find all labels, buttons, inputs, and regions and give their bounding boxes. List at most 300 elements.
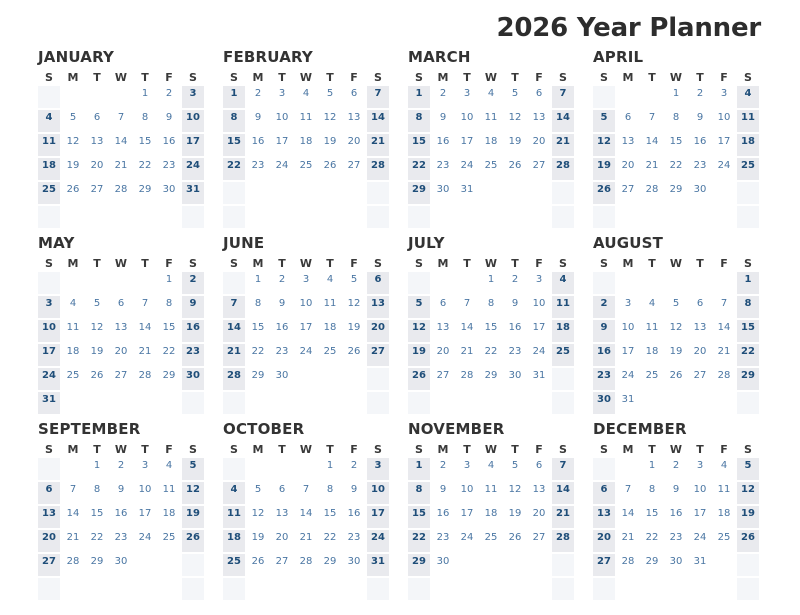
week-row [38,296,204,318]
day-cell: 23 [347,532,361,543]
empty-day-cell [593,272,615,294]
day-cell: 14 [223,320,245,342]
day-cell: 30 [347,556,361,567]
day-header: T [696,257,704,270]
day-header: T [326,257,334,270]
empty-day-cell [343,392,365,414]
day-cell: 25 [38,182,60,204]
empty-day-cell [295,368,317,390]
day-cell: 24 [532,346,546,357]
day-cell: 9 [350,484,358,495]
day-header-row [408,443,574,456]
month-name: SEPTEMBER [38,420,141,438]
empty-day-cell [665,392,687,414]
empty-day-cell [271,578,293,600]
week-row [408,530,574,552]
day-cell: 5 [93,298,101,309]
empty-day-cell [617,86,639,108]
day-cell: 12 [408,320,430,342]
month-calendar [591,255,761,416]
day-cell: 29 [90,556,104,567]
day-cell: 19 [323,136,337,147]
day-cell: 13 [593,506,615,528]
day-cell: 14 [621,508,635,519]
empty-day-cell [713,206,735,228]
empty-day-cell [593,458,615,480]
day-cell: 28 [299,556,313,567]
empty-day-cell [552,554,574,576]
week-row [408,296,574,318]
day-cell: 7 [367,86,389,108]
day-cell: 16 [114,508,128,519]
empty-day-cell [689,272,711,294]
day-header: T [141,443,149,456]
day-cell: 23 [669,532,683,543]
day-cell: 24 [182,158,204,180]
week-row [593,392,759,414]
day-cell: 3 [141,460,149,471]
week-row [408,158,574,180]
month-block [36,234,206,416]
day-cell: 25 [717,532,731,543]
day-cell: 16 [436,136,450,147]
day-cell: 13 [275,508,289,519]
week-row [38,272,204,294]
day-header-row [38,257,204,270]
empty-day-cell [223,206,245,228]
day-cell: 26 [593,182,615,204]
empty-day-cell [408,578,430,600]
empty-day-cell [319,578,341,600]
day-cell: 15 [484,322,498,333]
empty-day-cell [86,206,108,228]
day-cell: 20 [367,320,389,342]
empty-day-cell [62,392,84,414]
day-cell: 31 [367,554,389,576]
day-cell: 21 [552,134,574,156]
empty-day-cell [528,206,550,228]
week-row [408,134,574,156]
day-cell: 18 [162,508,176,519]
day-cell: 17 [460,136,474,147]
day-cell: 21 [114,160,128,171]
week-row [223,482,389,504]
day-cell: 15 [408,506,430,528]
day-cell: 11 [484,112,498,123]
day-cell: 26 [323,160,337,171]
day-cell: 8 [487,298,495,309]
empty-day-cell [110,272,132,294]
day-cell: 19 [347,322,361,333]
day-cell: 11 [299,112,313,123]
day-header: F [165,443,173,456]
empty-day-cell [593,86,615,108]
week-row [593,506,759,528]
day-cell: 9 [117,484,125,495]
day-cell: 14 [717,322,731,333]
empty-day-cell [110,392,132,414]
day-cell: 5 [350,274,358,285]
day-cell: 16 [593,344,615,366]
day-cell: 15 [223,134,245,156]
day-cell: 28 [138,370,152,381]
day-cell: 22 [737,344,759,366]
empty-day-cell [713,392,735,414]
day-header: F [535,257,543,270]
day-cell: 21 [552,506,574,528]
empty-day-cell [528,578,550,600]
day-cell: 28 [460,370,474,381]
day-cell: 1 [487,274,495,285]
day-cell: 11 [737,110,759,132]
day-header-row [593,443,759,456]
day-cell: 20 [532,508,546,519]
day-header: T [278,443,286,456]
week-row [593,86,759,108]
empty-day-cell [343,578,365,600]
month-block [591,420,761,602]
day-cell: 9 [511,298,519,309]
week-row [38,182,204,204]
day-cell: 29 [323,556,337,567]
empty-day-cell [617,458,639,480]
day-header: T [278,71,286,84]
day-cell: 3 [278,88,286,99]
day-header: S [415,443,423,456]
day-cell: 12 [508,112,522,123]
week-row [223,368,389,390]
day-cell: 28 [645,184,659,195]
day-cell: 19 [508,136,522,147]
day-header: S [744,257,752,270]
day-cell: 5 [69,112,77,123]
day-cell: 27 [38,554,60,576]
day-header: F [720,71,728,84]
month-calendar [221,441,391,602]
day-cell: 9 [439,484,447,495]
day-cell: 4 [223,482,245,504]
empty-day-cell [480,392,502,414]
month-block [591,48,761,230]
empty-day-cell [432,206,454,228]
day-header: T [326,71,334,84]
day-cell: 7 [69,484,77,495]
week-row [593,530,759,552]
day-cell: 2 [511,274,519,285]
day-header: F [350,71,358,84]
day-cell: 14 [460,322,474,333]
day-cell: 7 [302,484,310,495]
day-header: S [45,71,53,84]
empty-day-cell [617,206,639,228]
empty-day-cell [295,392,317,414]
week-row [593,182,759,204]
day-cell: 22 [408,158,430,180]
day-header: W [114,257,128,270]
day-cell: 2 [439,88,447,99]
day-cell: 19 [737,506,759,528]
week-row [593,344,759,366]
day-cell: 23 [693,160,707,171]
week-row [38,482,204,504]
day-cell: 1 [165,274,173,285]
day-header: M [67,71,79,84]
day-cell: 5 [737,458,759,480]
empty-day-cell [552,182,574,204]
day-header: T [511,71,519,84]
week-row [408,86,574,108]
day-header: T [511,257,519,270]
day-cell: 24 [275,160,289,171]
day-cell: 30 [508,370,522,381]
week-row [593,158,759,180]
day-cell: 2 [165,88,173,99]
day-header: M [67,443,79,456]
day-cell: 7 [463,298,471,309]
day-cell: 19 [593,158,615,180]
day-cell: 2 [696,88,704,99]
day-cell: 8 [93,484,101,495]
day-cell: 14 [138,322,152,333]
day-header: F [165,257,173,270]
day-header-row [223,443,389,456]
day-cell: 9 [696,112,704,123]
empty-day-cell [295,182,317,204]
day-cell: 27 [621,184,635,195]
day-cell: 23 [275,346,289,357]
day-cell: 11 [552,296,574,318]
day-header: T [648,257,656,270]
empty-day-cell [86,578,108,600]
day-cell: 18 [323,322,337,333]
empty-day-cell [641,392,663,414]
day-header: S [415,257,423,270]
day-cell: 22 [323,532,337,543]
day-header: T [141,257,149,270]
week-row [593,296,759,318]
empty-day-cell [86,86,108,108]
day-cell: 8 [165,298,173,309]
empty-day-cell [641,578,663,600]
day-cell: 23 [593,368,615,390]
day-cell: 11 [162,484,176,495]
day-cell: 15 [251,322,265,333]
day-cell: 21 [138,346,152,357]
month-block [406,234,576,416]
empty-day-cell [110,206,132,228]
day-cell: 24 [460,160,474,171]
day-header: T [278,257,286,270]
day-cell: 27 [275,556,289,567]
empty-day-cell [641,272,663,294]
day-cell: 23 [436,532,450,543]
day-header: W [484,257,498,270]
empty-day-cell [665,206,687,228]
empty-day-cell [456,392,478,414]
week-row [38,320,204,342]
day-cell: 10 [621,322,635,333]
day-header: S [45,257,53,270]
day-cell: 17 [693,508,707,519]
day-cell: 2 [278,274,286,285]
empty-day-cell [713,578,735,600]
empty-day-cell [319,392,341,414]
week-row [38,86,204,108]
day-cell: 13 [532,484,546,495]
day-cell: 1 [408,86,430,108]
day-header: M [437,443,449,456]
day-header: T [93,257,101,270]
week-row [38,158,204,180]
day-cell: 17 [138,508,152,519]
day-cell: 24 [460,532,474,543]
day-cell: 12 [347,298,361,309]
day-cell: 10 [299,298,313,309]
day-cell: 22 [251,346,265,357]
day-cell: 10 [460,484,474,495]
day-cell: 24 [367,530,389,552]
day-cell: 26 [669,370,683,381]
empty-day-cell [158,578,180,600]
day-cell: 26 [347,346,361,357]
months-grid [36,48,761,602]
day-header: W [669,257,683,270]
month-name: DECEMBER [593,420,687,438]
empty-day-cell [456,272,478,294]
day-cell: 4 [302,88,310,99]
day-cell: 28 [552,158,574,180]
week-row [593,320,759,342]
day-cell: 9 [278,298,286,309]
day-cell: 17 [38,344,60,366]
day-cell: 13 [693,322,707,333]
day-header-row [593,71,759,84]
empty-day-cell [38,578,60,600]
day-cell: 20 [593,530,615,552]
day-cell: 1 [737,272,759,294]
day-cell: 25 [737,158,759,180]
day-cell: 21 [66,532,80,543]
day-cell: 1 [672,88,680,99]
empty-day-cell [247,206,269,228]
day-cell: 22 [138,160,152,171]
day-header: S [230,443,238,456]
month-calendar [591,69,761,230]
day-cell: 14 [367,110,389,132]
day-header: S [600,71,608,84]
day-cell: 19 [251,532,265,543]
day-cell: 6 [696,298,704,309]
day-cell: 12 [508,484,522,495]
empty-day-cell [62,578,84,600]
day-cell: 30 [182,368,204,390]
day-cell: 10 [275,112,289,123]
day-cell: 31 [693,556,707,567]
empty-day-cell [641,86,663,108]
week-row [223,530,389,552]
empty-day-cell [504,392,526,414]
day-header: S [415,71,423,84]
empty-day-cell [38,86,60,108]
empty-day-cell [552,206,574,228]
empty-day-cell [223,458,245,480]
empty-day-cell [504,206,526,228]
month-block [591,234,761,416]
day-header-row [223,71,389,84]
day-cell: 12 [669,322,683,333]
day-cell: 28 [621,556,635,567]
day-cell: 16 [162,136,176,147]
day-cell: 27 [532,532,546,543]
day-header: M [437,257,449,270]
day-cell: 30 [162,184,176,195]
day-header-row [38,71,204,84]
day-cell: 15 [138,136,152,147]
day-cell: 1 [254,274,262,285]
day-cell: 6 [624,112,632,123]
empty-day-cell [367,182,389,204]
empty-day-cell [528,554,550,576]
day-cell: 27 [367,344,389,366]
day-header: T [463,71,471,84]
week-row [593,206,759,228]
day-cell: 21 [460,346,474,357]
empty-day-cell [319,368,341,390]
day-header: M [437,71,449,84]
week-row [408,482,574,504]
day-header: F [350,257,358,270]
empty-day-cell [432,578,454,600]
day-cell: 20 [347,136,361,147]
week-row [38,578,204,600]
week-row [223,344,389,366]
month-name: MAY [38,234,75,252]
day-cell: 25 [299,160,313,171]
day-cell: 1 [408,458,430,480]
day-cell: 16 [347,508,361,519]
week-row [223,134,389,156]
day-cell: 12 [182,482,204,504]
empty-day-cell [408,206,430,228]
empty-day-cell [713,182,735,204]
day-cell: 5 [408,296,430,318]
day-header: W [669,443,683,456]
week-row [593,110,759,132]
empty-day-cell [223,578,245,600]
empty-day-cell [689,206,711,228]
empty-day-cell [480,554,502,576]
day-header: T [696,443,704,456]
empty-day-cell [271,206,293,228]
day-cell: 26 [508,160,522,171]
day-cell: 25 [66,370,80,381]
week-row [38,206,204,228]
day-cell: 8 [141,112,149,123]
day-cell: 7 [552,458,574,480]
day-cell: 19 [66,160,80,171]
day-cell: 11 [38,134,60,156]
day-cell: 19 [182,506,204,528]
empty-day-cell [295,206,317,228]
day-cell: 11 [717,484,731,495]
day-cell: 22 [223,158,245,180]
empty-day-cell [713,272,735,294]
day-cell: 7 [117,112,125,123]
day-cell: 31 [460,184,474,195]
month-block [221,420,391,602]
day-cell: 30 [669,556,683,567]
day-cell: 9 [672,484,680,495]
